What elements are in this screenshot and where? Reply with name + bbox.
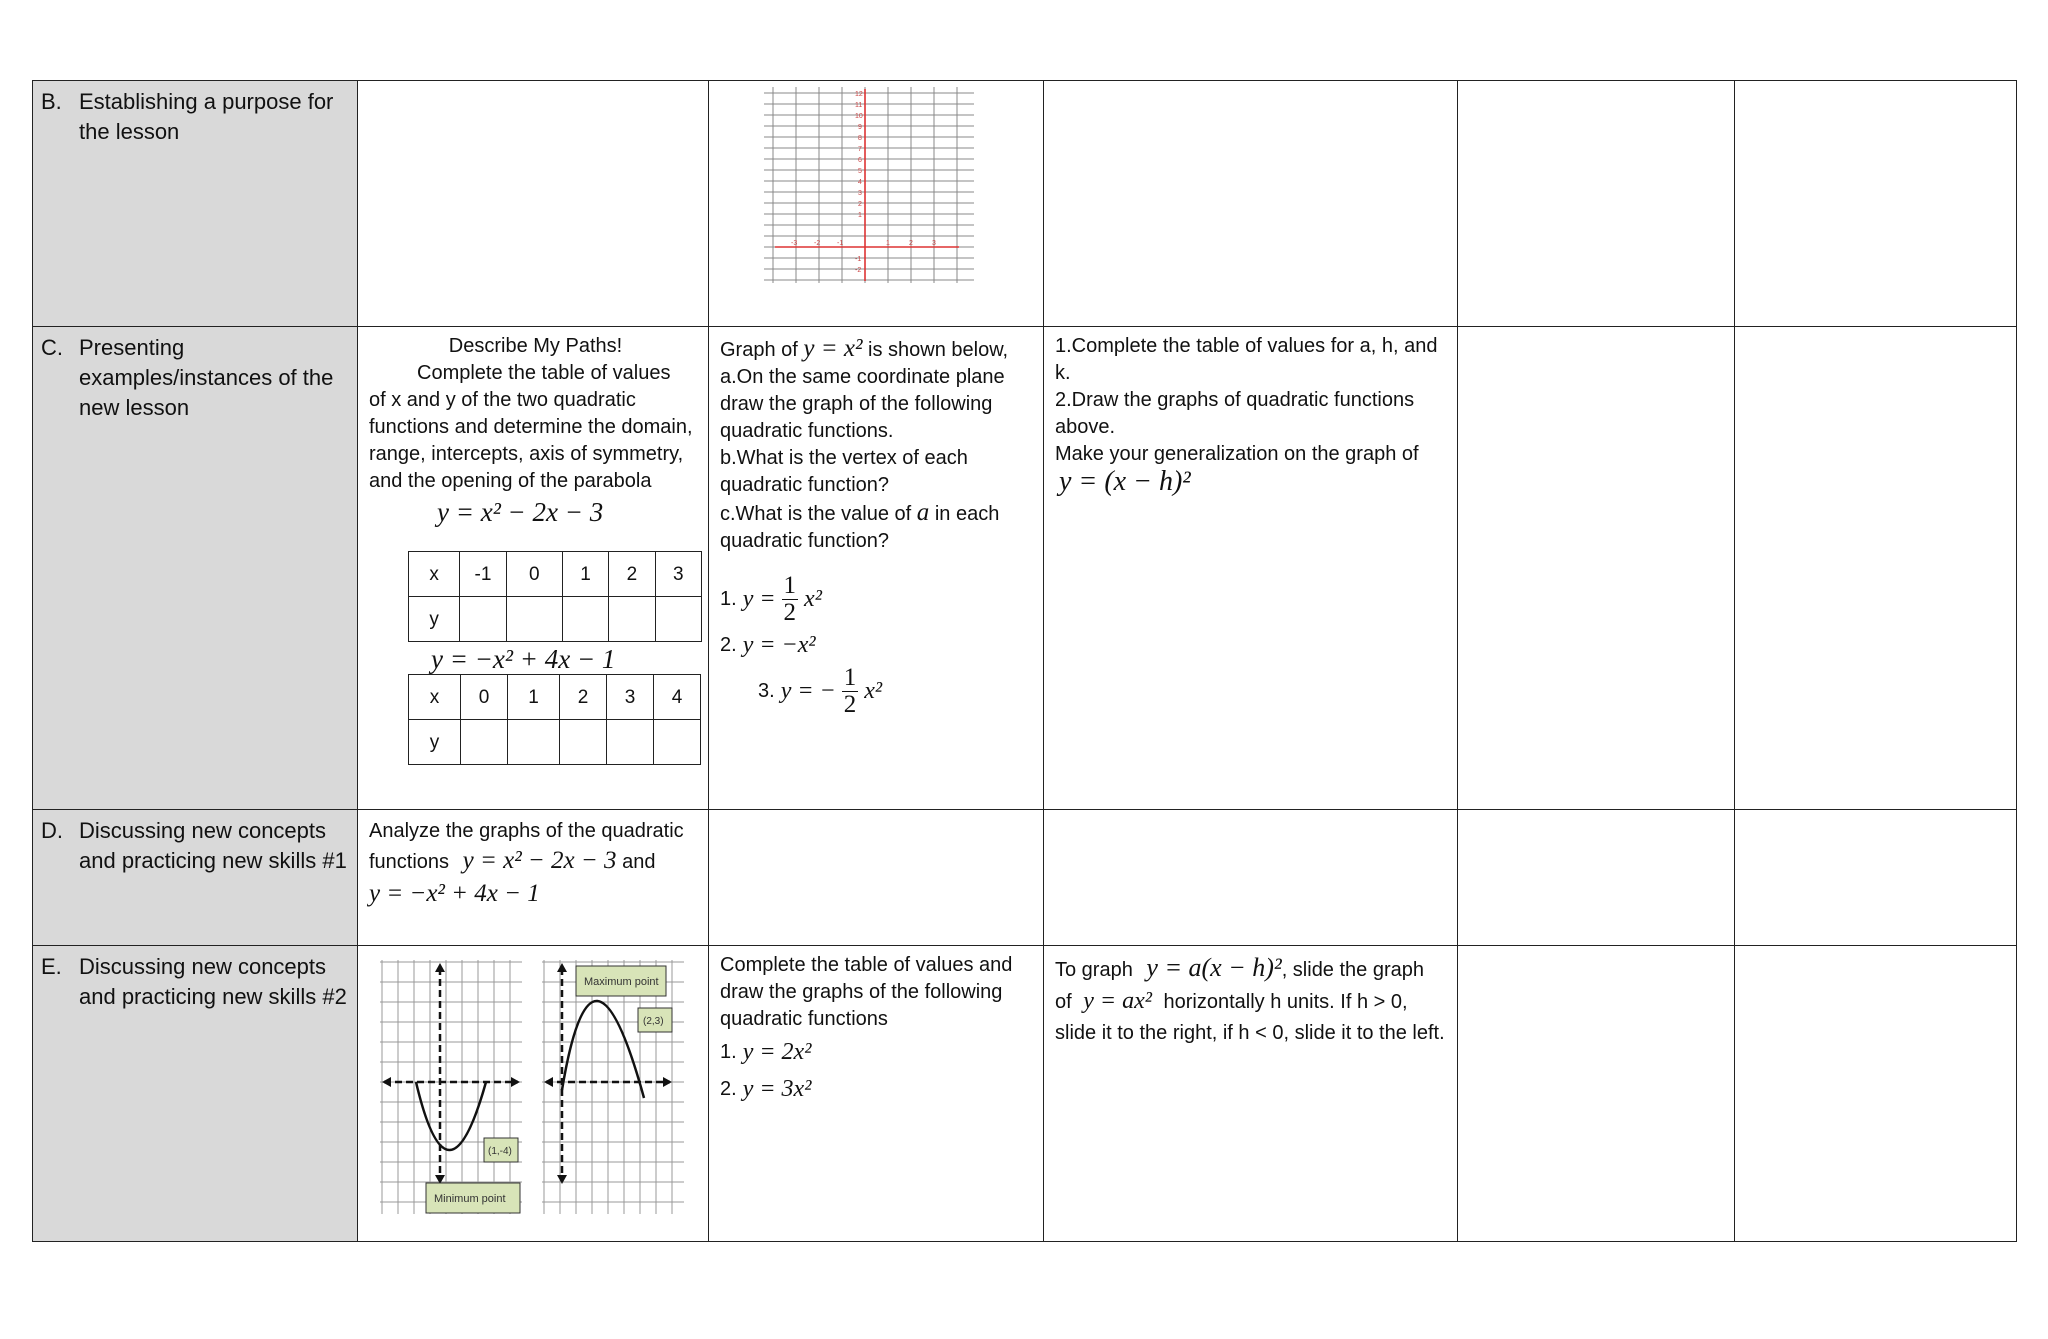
table-cell	[654, 720, 701, 765]
item-number: 1.	[720, 1041, 737, 1063]
fraction-denominator: 2	[843, 691, 857, 718]
table-cell: 1	[508, 675, 560, 720]
function-equation-1: y = x² − 2x − 3	[462, 847, 617, 874]
y-tick-label: 12	[855, 91, 863, 98]
row-letter: B.	[41, 89, 62, 114]
function-item-2	[720, 632, 1033, 659]
question-c-part2: in each quadratic function?	[720, 503, 1000, 552]
to-graph-label: To graph	[1055, 959, 1133, 981]
row-e-col5	[1735, 946, 2017, 1242]
row-letter: D.	[41, 818, 63, 843]
item-rhs: x²	[804, 586, 822, 612]
x-tick-label: 3	[932, 240, 936, 247]
x-tick-label: 1	[886, 240, 890, 247]
table-cell: y	[409, 597, 460, 642]
row-b-col1	[358, 81, 709, 327]
table-cell	[508, 720, 560, 765]
x-tick-label: -1	[837, 240, 844, 247]
function-equation-2: y = −x² + 4x − 1	[369, 880, 540, 907]
row-d	[33, 810, 2017, 946]
function-item-2	[720, 1076, 1033, 1103]
row-d-col1	[358, 810, 709, 946]
y-tick-label: 8	[858, 135, 862, 142]
table-cell: 0	[461, 675, 508, 720]
y-tick-label: 10	[855, 113, 863, 120]
row-d-label-cell	[33, 810, 358, 946]
y-tick-label: -1	[855, 256, 862, 263]
maximum-point-label: Maximum point	[584, 976, 659, 988]
question-b: b.What is the vertex of each quadratic function?	[720, 447, 968, 496]
table-cell: 0	[506, 552, 562, 597]
y-tick-label: 6	[858, 157, 862, 164]
y-tick-label: 9	[858, 124, 862, 131]
item-equation: y = −x²	[742, 632, 816, 658]
horizontal-label: horizontally h units. If h > 0,	[1163, 991, 1408, 1013]
coordinate-grid-image	[759, 85, 979, 285]
y-tick-label: 7	[858, 146, 862, 153]
analyze-line: Analyze the graphs of the quadratic	[369, 820, 684, 842]
minimum-coordinate: (1,-4)	[488, 1146, 512, 1157]
item-number: 3.	[758, 680, 775, 702]
row-d-col3	[1044, 810, 1458, 946]
values-table-1	[408, 551, 702, 642]
item-number: 2.	[720, 634, 737, 656]
x-tick-label: -3	[791, 240, 798, 247]
row-label: Discussing new concepts and practicing new skills #2	[79, 954, 347, 1009]
table-cell	[460, 597, 506, 642]
row-c-col5	[1735, 327, 2017, 810]
table-cell	[562, 597, 608, 642]
item-lhs: y = −	[780, 678, 836, 704]
minimum-point-label: Minimum point	[434, 1193, 506, 1205]
item-lhs: y =	[742, 586, 776, 612]
row-d-col4	[1458, 810, 1735, 946]
x-tick-label: 2	[909, 240, 913, 247]
fraction-numerator: 1	[843, 664, 857, 691]
vertex-form-equation: y = a(x − h)²	[1146, 953, 1282, 982]
item-equation: y = 3x²	[742, 1076, 812, 1102]
row-c-col1	[358, 327, 709, 810]
row-c-col2	[709, 327, 1044, 810]
table-cell: 4	[654, 675, 701, 720]
row-label: Presenting examples/instances of the new lesson	[79, 335, 334, 420]
row-c	[33, 327, 2017, 810]
task-line-2: 2.Draw the graphs of quadratic functions above.	[1055, 389, 1415, 438]
minimum-point-graph	[378, 958, 524, 1218]
fraction-numerator: 1	[783, 572, 797, 599]
activity-title: Describe My Paths!	[448, 335, 623, 357]
row-d-col5	[1735, 810, 2017, 946]
row-d-col2	[709, 810, 1044, 946]
row-e	[33, 946, 2017, 1242]
graph-equation: y = x²	[803, 335, 863, 362]
y-tick-label: 5	[858, 168, 862, 175]
y-tick-label: 4	[858, 179, 862, 186]
y-tick-label: -2	[855, 267, 862, 274]
values-table-2	[408, 674, 701, 765]
y-tick-label: 11	[855, 102, 863, 109]
task-line-1: 1.Complete the table of values for a, h, and k.	[1055, 335, 1438, 384]
item-number: 2.	[720, 1078, 737, 1100]
row-b-label-cell	[33, 81, 358, 327]
table-cell: x	[409, 675, 461, 720]
question-c-variable: a	[916, 499, 930, 526]
functions-label: functions	[369, 851, 450, 873]
table-cell: 3	[655, 552, 701, 597]
row-b	[33, 81, 2017, 327]
fraction-denominator: 2	[783, 599, 797, 626]
row-b-col5	[1735, 81, 2017, 327]
table-cell	[560, 720, 607, 765]
shown-below-label: is shown below,	[868, 339, 1009, 361]
and-label: and	[622, 851, 656, 873]
of-label: of	[1055, 991, 1072, 1013]
y-tick-label: 1	[858, 212, 862, 219]
y-tick-label: 3	[858, 190, 862, 197]
item-equation: y = 2x²	[742, 1039, 812, 1065]
table-cell: 2	[560, 675, 607, 720]
table-cell	[461, 720, 508, 765]
function-item-1	[720, 1039, 1033, 1066]
row-letter: C.	[41, 335, 63, 360]
item-number: 1.	[720, 588, 737, 610]
fraction	[782, 573, 799, 626]
x-tick-label: -2	[814, 240, 821, 247]
question-c-part1: c.What is the value of	[720, 503, 912, 525]
table-cell: 3	[607, 675, 654, 720]
table-cell	[506, 597, 562, 642]
table-cell: 1	[562, 552, 608, 597]
row-b-col2	[709, 81, 1044, 327]
instructions-text: Complete the table of values and draw the graphs of the following quadratic functions	[720, 954, 1013, 1030]
task-line-3: Make your generalization on the graph of	[1055, 443, 1419, 465]
row-b-col4	[1458, 81, 1735, 327]
generalization-equation: y = (x − h)²	[1059, 466, 1191, 497]
row-e-col1	[358, 946, 709, 1242]
function-equation-2: y = −x² + 4x − 1	[431, 644, 616, 674]
y-tick-label: 2	[858, 201, 862, 208]
table-cell: x	[409, 552, 460, 597]
activity-instructions-first: Complete the table of values	[417, 362, 671, 384]
row-b-col3	[1044, 81, 1458, 327]
row-label: Establishing a purpose for the lesson	[79, 89, 334, 144]
fraction	[842, 665, 859, 718]
function-item-3	[758, 665, 1033, 718]
table-cell	[655, 597, 701, 642]
activity-instructions: of x and y of the two quadratic functions and determine the domain, range, intercepts, axis of symmetry, and the opening of the parabola	[369, 389, 693, 492]
lesson-plan-table	[32, 80, 2017, 1242]
graph-of-label: Graph of	[720, 339, 798, 361]
row-label: Discussing new concepts and practicing new skills #1	[79, 818, 347, 873]
base-equation: y = ax²	[1083, 988, 1152, 1014]
slide-rule-text: slide it to the right, if h < 0, slide it to the left.	[1055, 1022, 1445, 1044]
function-item-1	[720, 573, 1033, 626]
question-a: a.On the same coordinate plane draw the graph of the following quadratic functions.	[720, 366, 1005, 442]
row-c-col3	[1044, 327, 1458, 810]
row-e-col4	[1458, 946, 1735, 1242]
table-cell	[609, 597, 655, 642]
row-c-label-cell	[33, 327, 358, 810]
row-e-col3	[1044, 946, 1458, 1242]
maximum-point-graph	[540, 958, 686, 1218]
row-e-col2	[709, 946, 1044, 1242]
lesson-plan-sheet	[32, 80, 2016, 1242]
row-e-label-cell	[33, 946, 358, 1242]
maximum-coordinate: (2,3)	[643, 1016, 664, 1027]
table-cell: -1	[460, 552, 506, 597]
table-cell: 2	[609, 552, 655, 597]
item-rhs: x²	[864, 678, 883, 704]
function-equation-1: y = x² − 2x − 3	[437, 497, 604, 527]
table-cell	[607, 720, 654, 765]
row-c-col4	[1458, 327, 1735, 810]
slide-label: , slide the graph	[1281, 959, 1425, 981]
table-cell: y	[409, 720, 461, 765]
row-letter: E.	[41, 954, 62, 979]
